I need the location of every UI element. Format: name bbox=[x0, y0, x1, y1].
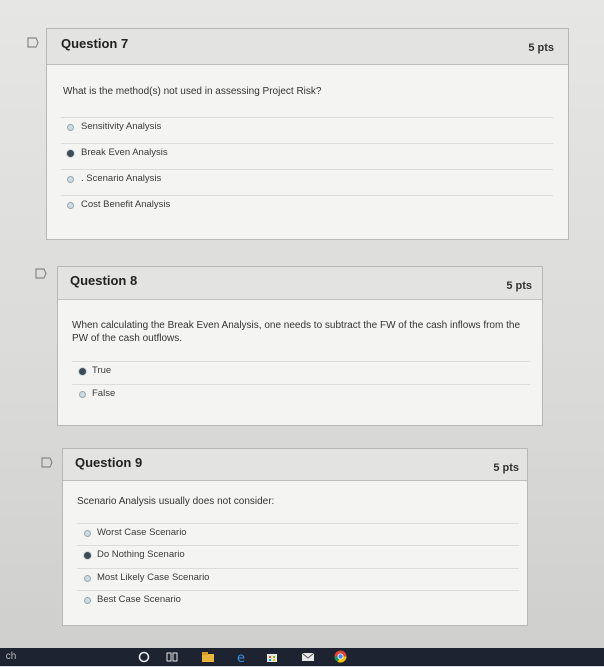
answer-option[interactable] bbox=[61, 117, 553, 137]
radio-button[interactable] bbox=[67, 150, 74, 157]
question-header bbox=[58, 267, 542, 300]
file-explorer-icon[interactable] bbox=[200, 650, 216, 664]
answer-label[interactable]: Best Case Scenario bbox=[97, 594, 181, 605]
answer-option[interactable] bbox=[77, 545, 519, 565]
question-text: When calculating the Break Even Analysis, one needs to subtract the FW of the cash inflows from the PW of the cash outflows. bbox=[72, 320, 521, 344]
question-title: Question 9 bbox=[75, 455, 143, 470]
radio-button[interactable] bbox=[84, 597, 91, 604]
answer-option[interactable] bbox=[61, 169, 553, 189]
flag-question-icon[interactable] bbox=[41, 457, 53, 468]
radio-button[interactable] bbox=[79, 391, 86, 398]
answer-label[interactable]: Most Likely Case Scenario bbox=[97, 572, 210, 583]
answer-label[interactable]: Sensitivity Analysis bbox=[81, 121, 162, 132]
radio-button[interactable] bbox=[84, 552, 91, 559]
question-title: Question 7 bbox=[61, 36, 129, 51]
answer-option[interactable] bbox=[61, 143, 553, 163]
answer-label[interactable]: Break Even Analysis bbox=[81, 147, 168, 158]
answer-label[interactable]: True bbox=[92, 365, 112, 376]
task-view-icon[interactable] bbox=[164, 650, 180, 664]
answer-option[interactable] bbox=[77, 523, 519, 543]
question-title: Question 8 bbox=[70, 273, 138, 288]
answer-label[interactable]: . Scenario Analysis bbox=[81, 173, 162, 184]
question-card bbox=[62, 448, 528, 626]
mail-icon[interactable] bbox=[300, 650, 316, 664]
question-points: 5 pts bbox=[528, 42, 554, 54]
edge-icon[interactable] bbox=[234, 650, 250, 664]
answer-option[interactable] bbox=[72, 361, 530, 381]
flag-question-icon[interactable] bbox=[35, 268, 47, 279]
question-header bbox=[47, 29, 568, 65]
chrome-icon[interactable] bbox=[332, 650, 348, 664]
answer-label[interactable]: Cost Benefit Analysis bbox=[81, 199, 171, 210]
svg-text:e: e bbox=[237, 651, 245, 664]
question-text: Scenario Analysis usually does not consider: bbox=[77, 496, 275, 507]
taskbar bbox=[0, 648, 604, 666]
question-card bbox=[57, 266, 543, 426]
radio-button[interactable] bbox=[67, 176, 74, 183]
answer-option[interactable] bbox=[77, 590, 519, 610]
flag-question-icon[interactable] bbox=[27, 37, 39, 48]
answer-label[interactable]: False bbox=[92, 388, 116, 399]
answer-label[interactable]: Do Nothing Scenario bbox=[97, 549, 185, 560]
radio-button[interactable] bbox=[67, 124, 74, 131]
question-points: 5 pts bbox=[493, 462, 519, 474]
radio-button[interactable] bbox=[84, 530, 91, 537]
radio-button[interactable] bbox=[84, 575, 91, 582]
question-header bbox=[63, 449, 527, 481]
question-text: What is the method(s) not used in assessing Project Risk? bbox=[63, 86, 322, 97]
store-icon[interactable] bbox=[264, 650, 280, 664]
radio-button[interactable] bbox=[67, 202, 74, 209]
answer-option[interactable] bbox=[61, 195, 553, 215]
radio-button[interactable] bbox=[79, 368, 86, 375]
cortana-icon[interactable] bbox=[136, 650, 152, 664]
question-points: 5 pts bbox=[506, 280, 532, 292]
search-box-fragment[interactable]: ch bbox=[5, 651, 17, 662]
answer-option[interactable] bbox=[72, 384, 530, 404]
question-card bbox=[46, 28, 569, 240]
answer-label[interactable]: Worst Case Scenario bbox=[97, 527, 187, 538]
answer-option[interactable] bbox=[77, 568, 519, 588]
